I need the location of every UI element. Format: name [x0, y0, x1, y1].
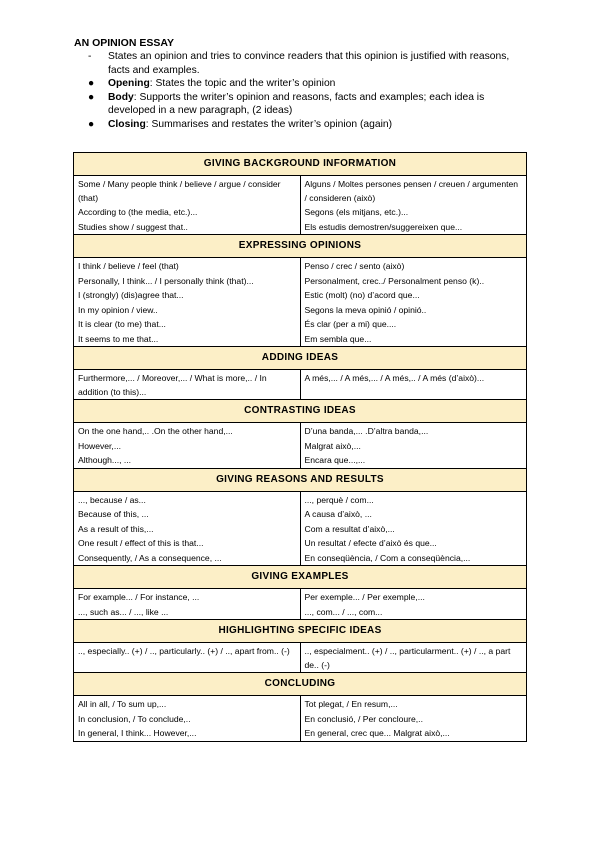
phrase-en: One result / effect of this is that...	[78, 538, 204, 548]
section-title-highlighting: HIGHLIGHTING SPECIFIC IDEAS	[74, 620, 527, 643]
phrase-ca: Estic (molt) (no) d’acord que...	[304, 290, 420, 300]
list-item	[88, 77, 528, 91]
phrase-en: Some / Many people think / believe / argue / consider (that)	[78, 179, 281, 203]
phrase-ca: A causa d’això, ...	[304, 509, 372, 519]
phrase-ca: Encara que...,...	[304, 455, 366, 465]
list-item-text: States an opinion and tries to convince readers that this opinion is justified with reasons, facts and examples.	[108, 51, 510, 76]
bullet-dot-icon: ●	[88, 91, 95, 103]
table-row	[74, 423, 527, 469]
list-item	[88, 118, 528, 132]
phrase-ca: Com a resultat d’això,...	[304, 523, 395, 534]
bullet-dot-icon: ●	[88, 118, 95, 130]
english-cell	[74, 696, 301, 742]
phrase-en: It seems to me that...	[78, 333, 159, 344]
phrase-en: .., especially.. (+) / .., particularly.. (+) / .., apart from.. (-)	[78, 646, 290, 656]
phrase-ca: .., especialment.. (+) / .., particularment.. (+) / .., a part de.. (-)	[304, 646, 511, 670]
list-item-bold: Opening	[108, 78, 150, 89]
section-header-row	[74, 347, 527, 370]
section-header-row	[74, 620, 527, 643]
phrase-ca: ..., com... / ..., com...	[304, 606, 383, 617]
phrase-en: All in all, / To sum up,...	[78, 699, 167, 709]
phrase-ca: Tot plegat, / En resum,...	[304, 699, 398, 709]
phrase-en: As a result of this,...	[78, 523, 154, 534]
phrase-ca: Segons (els mitjans, etc.)...	[304, 207, 409, 217]
list-item-text: : Summarises and restates the writer’s opinion (again)	[145, 118, 393, 130]
bullet-dot-icon: ●	[88, 78, 95, 89]
section-title-examples: GIVING EXAMPLES	[74, 566, 527, 589]
phrase-ca: Segons la meva opinió / opinió..	[304, 304, 427, 315]
list-item	[88, 91, 528, 118]
phrase-en: According to (the media, etc.)...	[78, 207, 198, 217]
section-header-row	[74, 400, 527, 423]
catalan-cell	[300, 370, 527, 400]
phrases-table	[73, 152, 527, 742]
list-item-bold: Closing	[108, 118, 146, 130]
table-row	[74, 643, 527, 673]
phrase-en: I (strongly) (dis)agree that...	[78, 290, 184, 300]
catalan-cell	[300, 589, 527, 620]
catalan-cell	[300, 696, 527, 742]
phrase-en: ..., such as... / ..., like ...	[78, 606, 169, 617]
phrase-ca: ..., perquè / com...	[304, 494, 374, 505]
phrase-en: Personally, I think... / I personally think (that)...	[78, 275, 254, 286]
phrase-ca: D’una banda,... .D’altra banda,...	[304, 426, 429, 436]
phrase-en: Because of this, ...	[78, 509, 149, 519]
phrase-en: For example... / For instance, ...	[78, 592, 200, 602]
phrase-ca: En general, crec que... Malgrat això,...	[304, 728, 450, 738]
section-title-opinions: EXPRESSING OPINIONS	[74, 235, 527, 258]
catalan-cell	[300, 643, 527, 673]
section-title-concluding: CONCLUDING	[74, 673, 527, 696]
list-item-text: : States the topic and the writer’s opinion	[149, 78, 336, 89]
phrase-ca: Personalment, crec../ Personalment penso (k)..	[304, 275, 485, 286]
section-title-background: GIVING BACKGROUND INFORMATION	[74, 153, 527, 176]
phrase-en: Studies show / suggest that..	[78, 221, 188, 232]
phrase-en: I think / believe / feel (that)	[78, 261, 179, 271]
phrase-ca: És clar (per a mi) que....	[304, 319, 397, 329]
phrase-ca: Em sembla que...	[304, 333, 372, 344]
list-item-text: : Supports the writer’s opinion and reasons, facts and examples; each idea is developed in a new paragraph, (2 ideas)	[108, 91, 485, 116]
table-row	[74, 589, 527, 620]
english-cell	[74, 643, 301, 673]
phrase-ca: Els estudis demostren/suggereixen que...	[304, 221, 463, 232]
dash-bullet: -	[88, 51, 92, 62]
phrase-en: Furthermore,... / Moreover,... / What is more,.. / In addition (to this)...	[78, 373, 267, 397]
section-header-row	[74, 235, 527, 258]
english-cell	[74, 491, 301, 566]
english-cell	[74, 423, 301, 469]
table-row	[74, 491, 527, 566]
phrase-ca: A més,... / A més,... / A més,.. / A més (d’això)...	[304, 373, 485, 383]
phrase-en: In my opinion / view..	[78, 304, 158, 315]
phrase-ca: En conclusió, / Per concloure,..	[304, 713, 423, 724]
section-header-row	[74, 673, 527, 696]
phrase-en: However,...	[78, 440, 121, 451]
phrase-ca: Per exemple... / Per exemple,...	[304, 592, 425, 602]
catalan-cell	[300, 176, 527, 235]
phrase-ca: En conseqüència, / Com a conseqüència,...	[304, 552, 471, 563]
section-title-adding: ADDING IDEAS	[74, 347, 527, 370]
section-title-reasons: GIVING REASONS AND RESULTS	[74, 468, 527, 491]
catalan-cell	[300, 258, 527, 347]
phrase-ca: Alguns / Moltes persones pensen / creuen / argumenten / consideren (això)	[304, 179, 519, 203]
table-row	[74, 370, 527, 400]
english-cell	[74, 370, 301, 400]
english-cell	[74, 589, 301, 620]
phrase-en: On the one hand,.. .On the other hand,...	[78, 426, 233, 436]
intro-list	[88, 50, 528, 131]
phrase-en: In conclusion, / To conclude,..	[78, 713, 191, 724]
table-row	[74, 176, 527, 235]
phrase-ca: Malgrat això,...	[304, 440, 361, 451]
page-title: AN OPINION ESSAY	[74, 37, 174, 49]
phrase-en: ..., because / as...	[78, 494, 146, 505]
section-header-row	[74, 153, 527, 176]
phrase-en: Consequently, / As a consequence, ...	[78, 552, 222, 563]
phrase-ca: Penso / crec / sento (això)	[304, 261, 405, 271]
catalan-cell	[300, 491, 527, 566]
phrase-en: Although..., ...	[78, 455, 132, 465]
phrase-ca: Un resultat / efecte d’això és que...	[304, 538, 437, 548]
section-header-row	[74, 468, 527, 491]
list-item-bold: Body	[108, 91, 134, 103]
section-header-row	[74, 566, 527, 589]
english-cell	[74, 258, 301, 347]
catalan-cell	[300, 423, 527, 469]
english-cell	[74, 176, 301, 235]
table-row	[74, 696, 527, 742]
list-item	[88, 50, 528, 77]
section-title-contrasting: CONTRASTING IDEAS	[74, 400, 527, 423]
table-row	[74, 258, 527, 347]
phrase-en: It is clear (to me) that...	[78, 319, 166, 329]
phrase-en: In general, I think... However,...	[78, 728, 197, 738]
